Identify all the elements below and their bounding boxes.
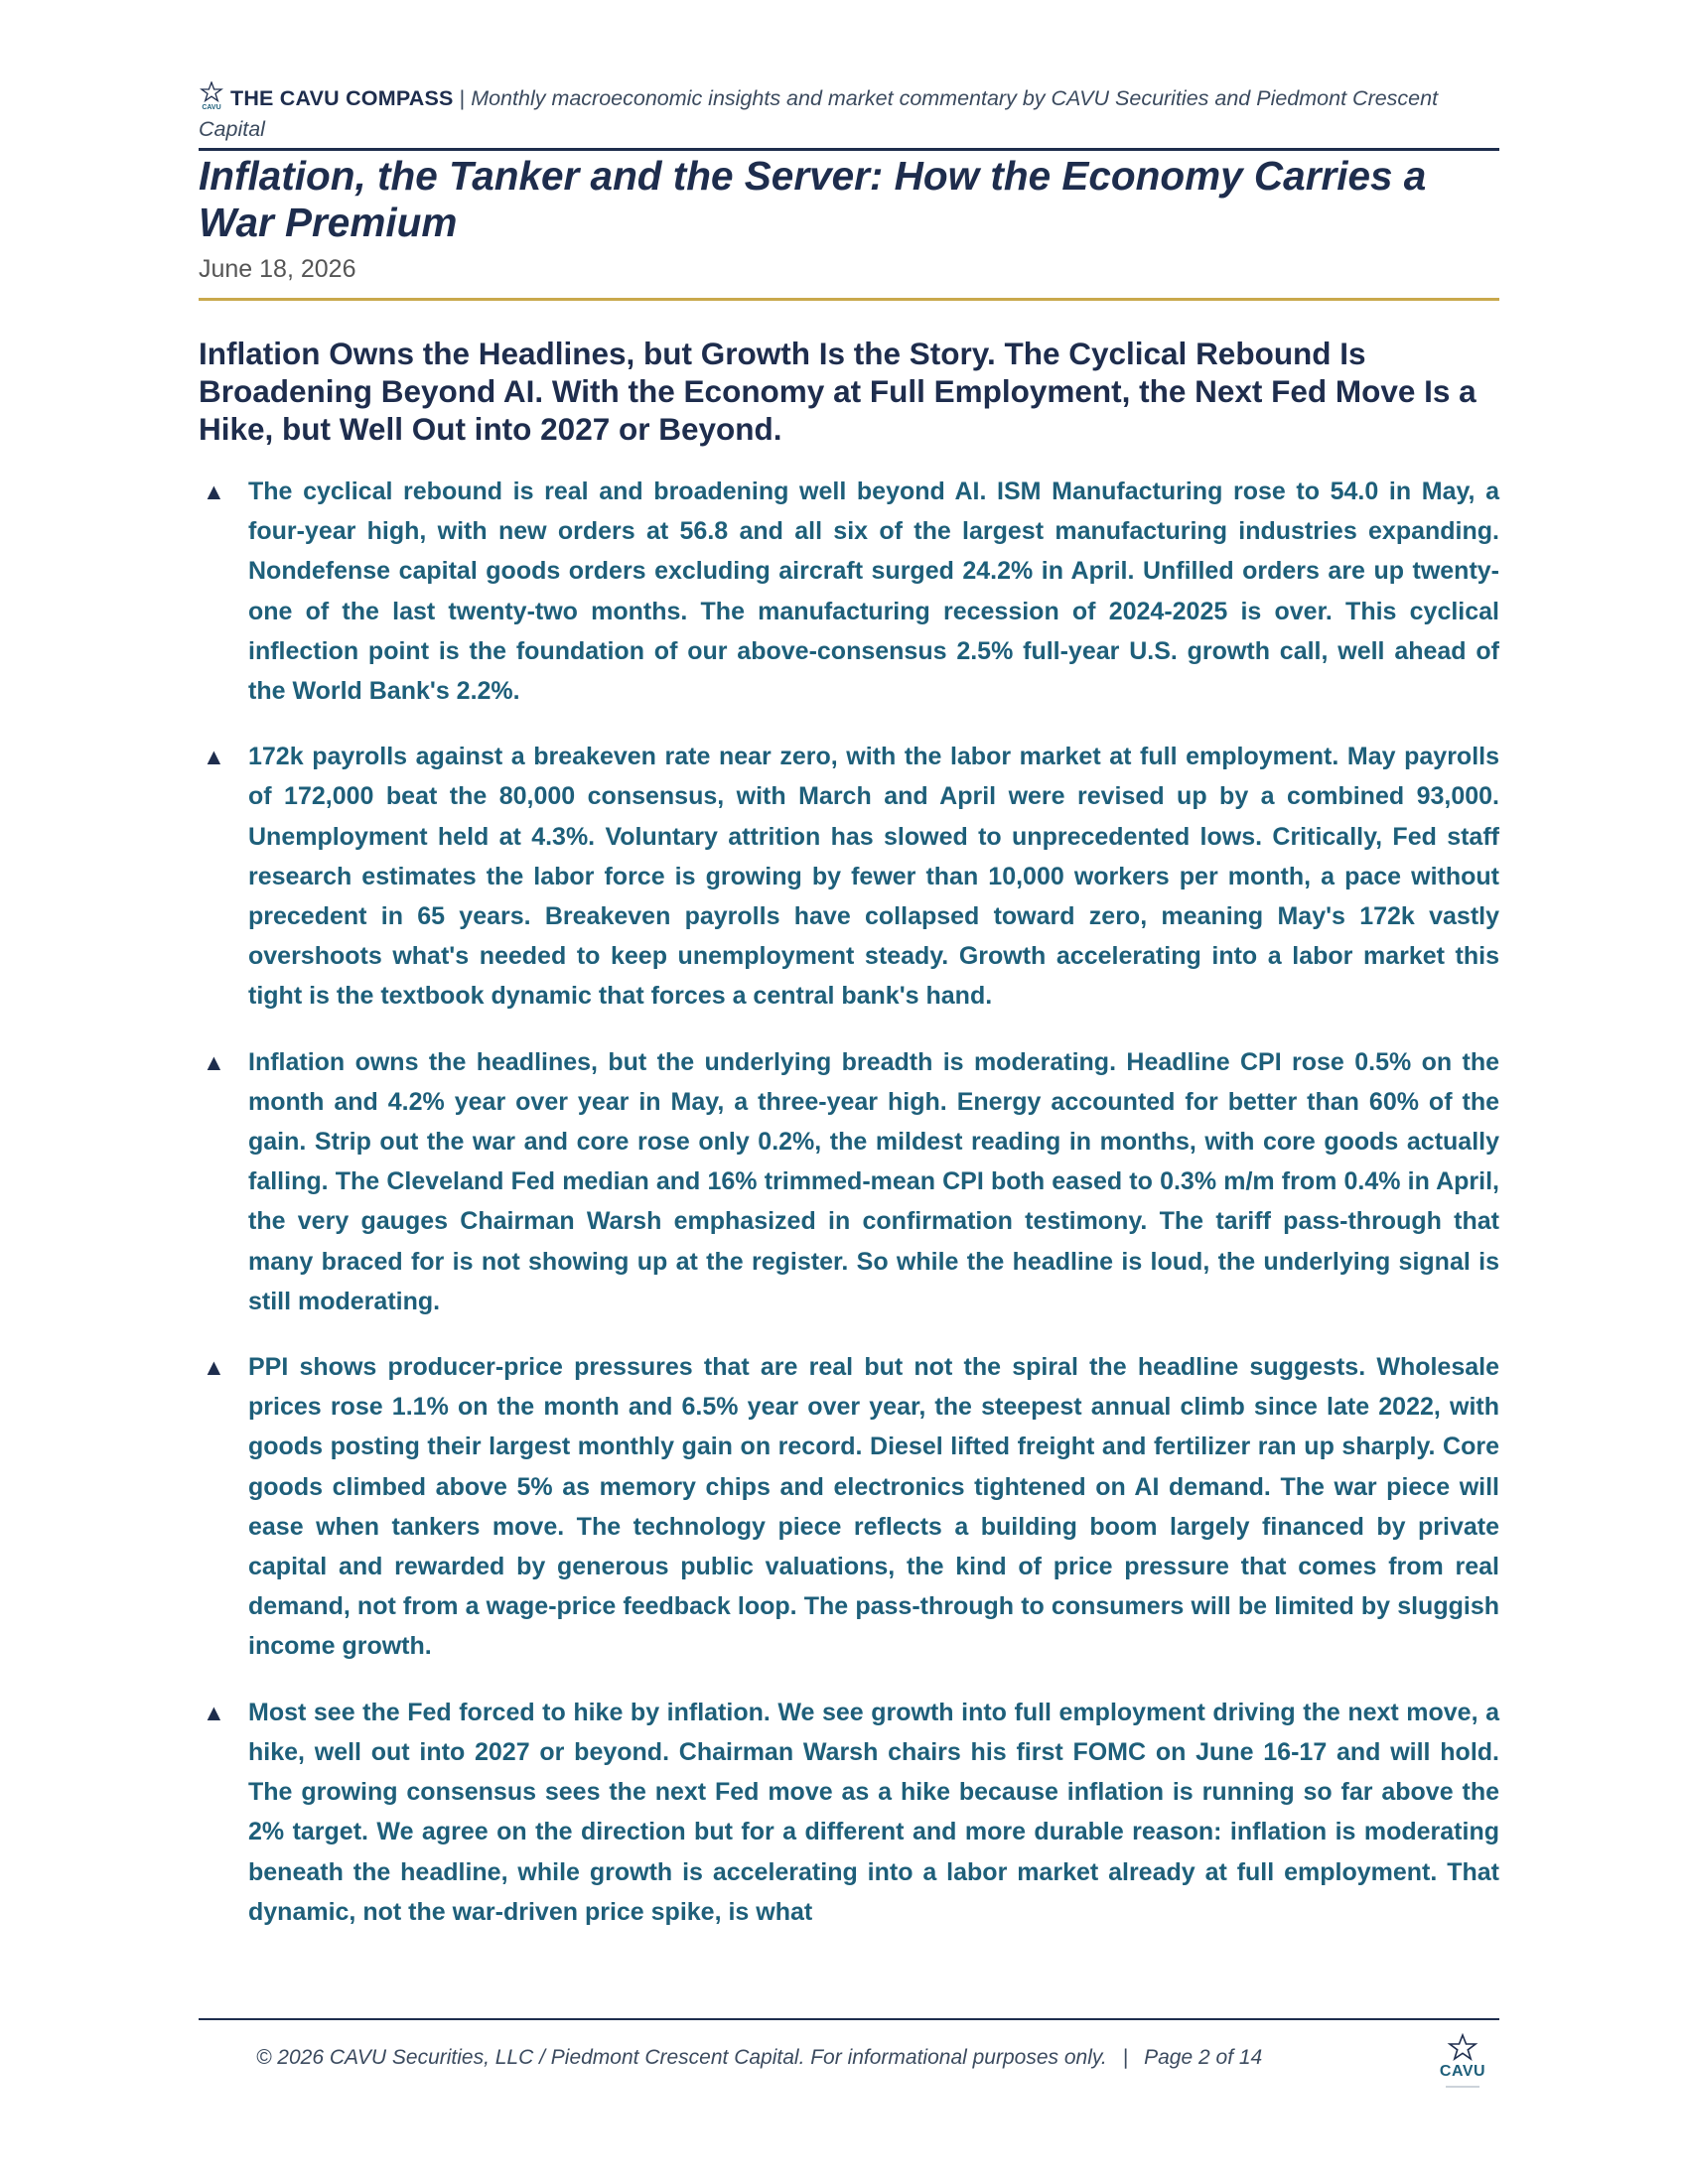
title-rule — [199, 298, 1499, 301]
footer-copyright: © 2026 CAVU Securities, LLC / Piedmont Crescent Capital. For informational purposes only. — [256, 2046, 1107, 2069]
list-item-text: Most see the Fed forced to hike by inflation. We see growth into full employment driving the next move, a hike, well out into 2027 or beyond. Chairman Warsh chairs his first FOMC on June 16-17 and will hold. The growing consensus sees the next Fed move as a hike because inflation is running so far above the 2% target. We agree on the direction but for a different and more durable reason: inflation is moderating beneath the headline, while growth is accelerating into a labor market already at full employment. That dynamic, not the war-driven price spike, is what — [248, 1698, 1499, 1926]
footer-logo-text: CAVU — [1439, 2063, 1486, 2080]
list-item — [199, 737, 1499, 1016]
triangle-up-icon: ▲ — [203, 1048, 225, 1075]
list-item-text: 172k payrolls against a breakeven rate near zero, with the labor market at full employment. May payrolls of 172,000 beat the 80,000 consensus, with March and April were revised up by a combined 93,000. Unemployment held at 4.3%. Voluntary attrition has slowed to unprecedented lows. Critically, Fed staff research estimates the labor force is growing by fewer than 10,000 workers per month, a pace without precedent in 65 years. Breakeven payrolls have collapsed toward zero, meaning May's 172k vastly overshoots what's needed to keep unemployment steady. Growth accelerating into a labor market this tight is the textbook dynamic that forces a central bank's hand. — [248, 743, 1499, 1011]
cavu-footer-logo-icon — [1438, 2033, 1487, 2091]
article-title: Inflation, the Tanker and the Server: How the Economy Carries a War Premium — [199, 153, 1427, 245]
footer-separator: | — [1122, 2046, 1129, 2069]
key-points-list — [199, 472, 1499, 1958]
triangle-up-icon: ▲ — [203, 744, 225, 770]
footer-rule — [199, 2018, 1499, 2020]
triangle-up-icon: ▲ — [203, 478, 225, 504]
list-item-text: The cyclical rebound is real and broadening well beyond AI. ISM Manufacturing rose to 54.0 in May, a four-year high, with new orders at 56.8 and all six of the largest manufacturing industries expanding. Nondefense capital goods orders excluding aircraft surged 24.2% in April. Unfilled orders are up twenty-one of the last twenty-two months. The manufacturing recession of 2024-2025 is over. This cyclical inflection point is the foundation of our above-consensus 2.5% full-year U.S. growth call, well ahead of the World Bank's 2.2%. — [248, 478, 1499, 706]
page-number: Page 2 of 14 — [1144, 2046, 1263, 2069]
page-footer — [256, 2046, 1262, 2070]
brand-name: THE CAVU COMPASS — [230, 86, 454, 110]
triangle-up-icon: ▲ — [203, 1699, 225, 1725]
header-tagline: Monthly macroeconomic insights and market commentary by CAVU Securities and Piedmont Crescent Capital — [199, 86, 1439, 141]
header-line — [199, 81, 1499, 145]
cavu-logo-icon — [199, 81, 224, 111]
list-item — [199, 1042, 1499, 1321]
header-rule — [199, 148, 1499, 151]
page-header — [199, 81, 1499, 145]
list-item — [199, 472, 1499, 711]
publication-date: June 18, 2026 — [199, 255, 356, 283]
list-item — [199, 1693, 1499, 1932]
triangle-up-icon: ▲ — [203, 1354, 225, 1381]
svg-text:CAVU: CAVU — [202, 104, 221, 111]
header-separator: | — [459, 86, 466, 110]
list-item-text: Inflation owns the headlines, but the underlying breadth is moderating. Headline CPI rose 0.5% on the month and 4.2% year over year in May, a three-year high. Energy accounted for better than 60% of the gain. Strip out the war and core rose only 0.2%, the mildest reading in months, with core goods actually falling. The Cleveland Fed median and 16% trimmed-mean CPI both eased to 0.3% m/m from 0.4% in April, the very gauges Chairman Warsh emphasized in confirmation testimony. The tariff pass-through that many braced for is not showing up at the register. So while the headline is loud, the underlying signal is still moderating. — [248, 1047, 1499, 1315]
list-item-text: PPI shows producer-price pressures that are real but not the spiral the headline suggests. Wholesale prices rose 1.1% on the month and 6.5% year over year, the steepest annual climb since late 2022, with goods posting their largest monthly gain on record. Diesel lifted freight and fertilizer ran up sharply. Core goods climbed above 5% as memory chips and electronics tightened on AI demand. The war piece will ease when tankers move. The technology piece reflects a building boom largely financed by private capital and rewarded by generous public valuations, the kind of price pressure that comes from real demand, not from a wage-price feedback loop. The pass-through to consumers will be limited by sluggish income growth. — [248, 1353, 1499, 1661]
article-subheadline: Inflation Owns the Headlines, but Growth Is the Story. The Cyclical Rebound Is Broadening Beyond AI. With the Economy at Full Employment, the Next Fed Move Is a Hike, but Well Out into 2027 or Beyond. — [199, 336, 1477, 447]
list-item — [199, 1347, 1499, 1667]
